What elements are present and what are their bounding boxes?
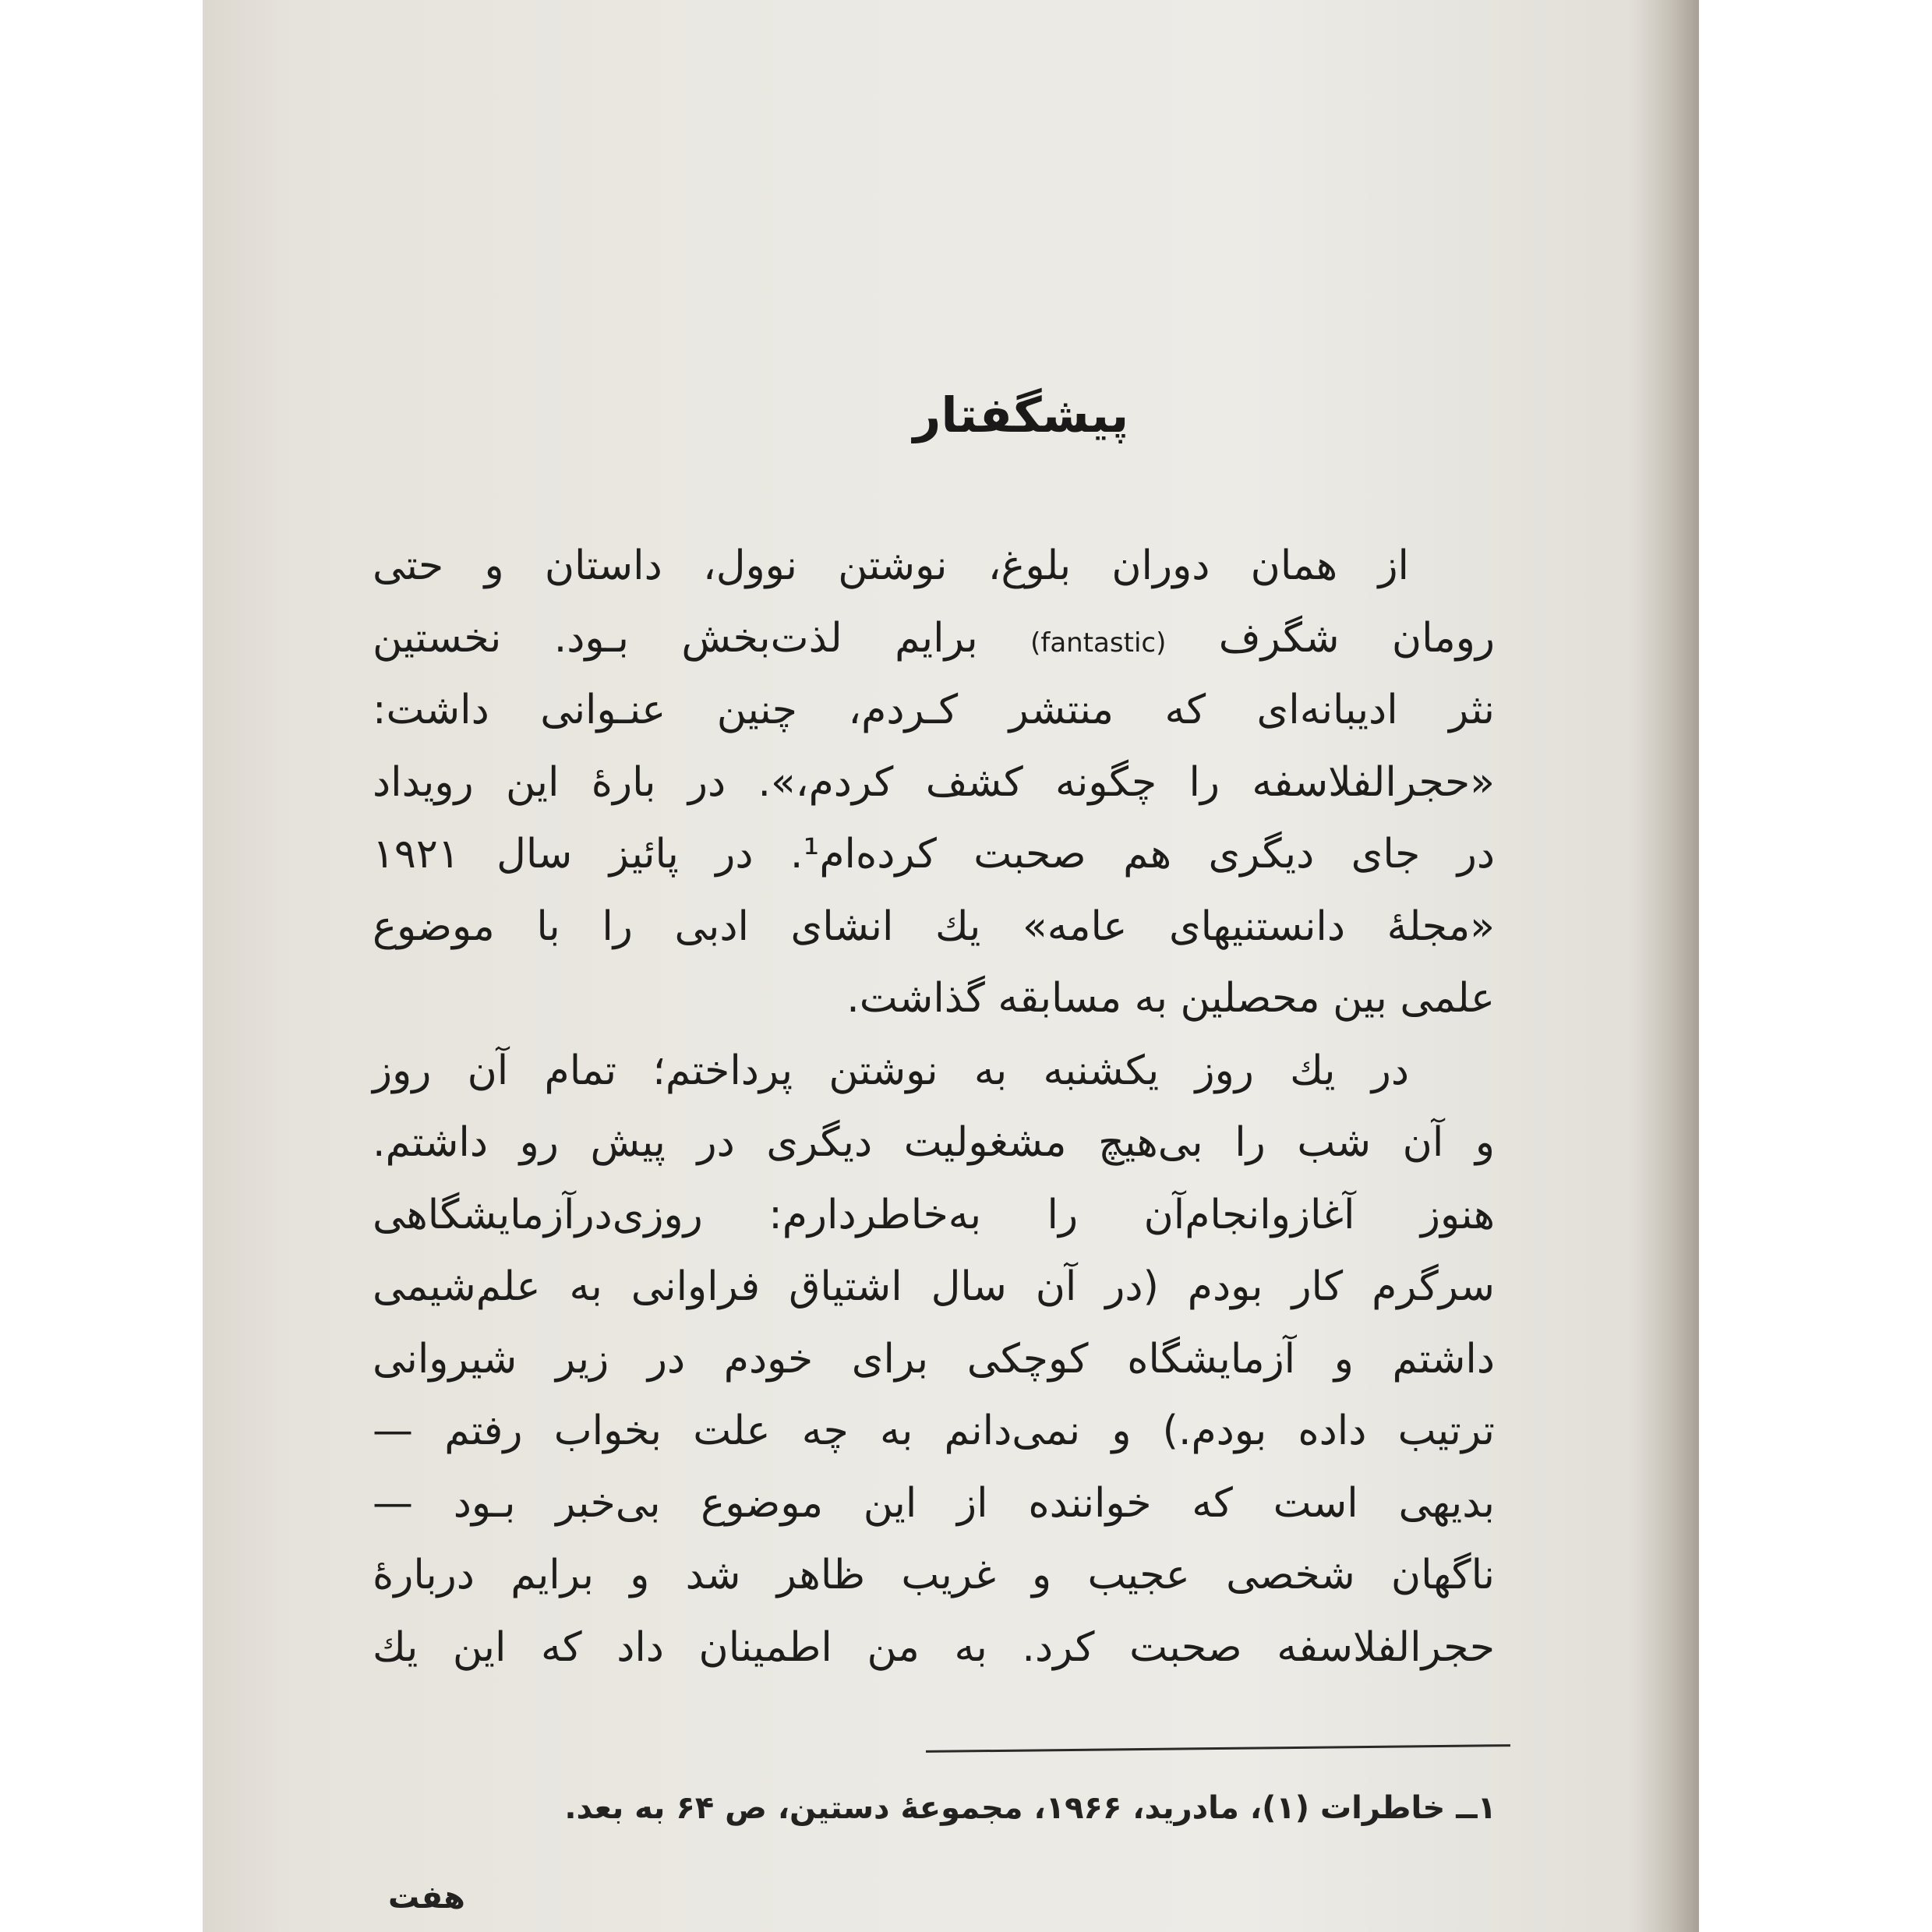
text-line: حجرالفلاسفه صحبت کرد. به من اطمینان داد که این یك xyxy=(373,1623,1495,1671)
text-line: علمی بین محصلین به مسابقه گذاشت. xyxy=(846,975,1495,1022)
text-line: «مجلهٔ دانستنیهای عامه» یك انشای ادبی را با موضوع xyxy=(373,902,1495,950)
page-number: هفت xyxy=(388,1880,465,1916)
text-line: در جای دیگری هم صحبت کرده‌ام¹. در پائیز سال ۱۹۲۱ xyxy=(373,831,1495,878)
text-line: هنوز آغازوانجام‌آن را به‌خاطردارم: روزی‌درآزمایشگاهی xyxy=(373,1191,1495,1238)
text-line: نثر ادیبانه‌ای که منتشر کـردم، چنین عنـوانی داشت: xyxy=(373,687,1495,733)
text-line: بدیهی است که خواننده از این موضوع بی‌خبر بـود — xyxy=(373,1479,1495,1527)
body-text xyxy=(373,530,1495,1683)
text-line: «حجرالفلاسفه را چگونه کشف کردم،». در بارهٔ این رویداد xyxy=(373,758,1495,806)
text-line: ترتیب داده بودم.) و نمی‌دانم به چه علت بخواب رفتم — xyxy=(373,1407,1495,1454)
text-line: داشتم و آزمایشگاه کوچکی برای خودم در زیر شیروانی xyxy=(373,1335,1495,1383)
text-line: از همان دوران بلوغ، نوشتن نوول، داستان و حتی xyxy=(373,542,1409,589)
show-through-text xyxy=(343,0,1590,546)
text-segment: رومان شگرف xyxy=(1218,614,1496,662)
page-heading: پیشگفتار xyxy=(913,387,1129,443)
text-line: سرگرم کار بودم (در آن سال اشتیاق فراوانی به علم‌شیمی xyxy=(373,1263,1495,1310)
footnote: ۱ــ خاطرات (۱)، مادرید، ۱۹۶۶، مجموعهٔ دستین، ص ۶۴ به بعد. xyxy=(564,1790,1496,1826)
text-line: و آن شب را بی‌هیچ مشغولیت دیگری در پیش رو داشتم. xyxy=(373,1119,1495,1166)
footnote-divider xyxy=(926,1744,1510,1753)
page-gutter-shadow xyxy=(1629,0,1699,1932)
latin-term: (fantastic) xyxy=(1030,627,1167,659)
text-line: ناگهان شخصی عجیب و غریب ظاهر شد و برایم دربارهٔ xyxy=(373,1552,1495,1598)
book-page xyxy=(203,0,1699,1932)
text-segment: برایم لذت‌بخش بـود. نخستین xyxy=(373,614,978,662)
text-line xyxy=(373,602,1495,675)
text-line: در یك روز یکشنبه به نوشتن پرداختم؛ تمام آن روز xyxy=(373,1047,1409,1094)
